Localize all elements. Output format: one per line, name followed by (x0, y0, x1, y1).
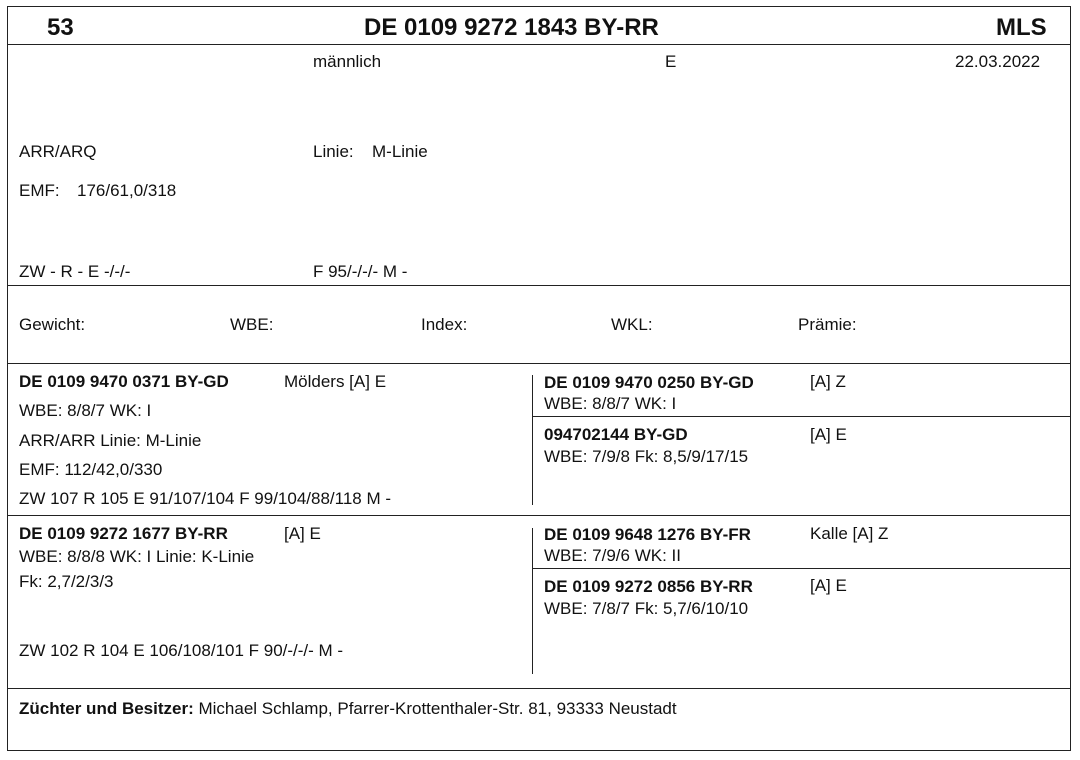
dam-dam-ring: DE 0109 9272 0856 BY-RR (544, 577, 753, 596)
dam-extra: [A] E (284, 524, 321, 543)
sire-sire-extra: [A] Z (810, 372, 846, 391)
breeder-label: Züchter und Besitzer: (19, 699, 194, 718)
dam-grandparents-divider (532, 568, 1071, 569)
breeder-line (19, 699, 677, 719)
catalog-number: 53 (47, 14, 74, 41)
breed-code: MLS (996, 14, 1047, 41)
sire-dam-extra: [A] E (810, 425, 847, 444)
sire-dam-wbe: WBE: 7/9/8 Fk: 8,5/9/17/15 (544, 447, 749, 466)
sire-line: ARR/ARR Linie: M-Linie (19, 431, 202, 450)
breeder-value: Michael Schlamp, Pfarrer-Krottenthaler-Str. 81, 93333 Neustadt (198, 699, 677, 718)
sire-column-divider (532, 375, 533, 505)
gewicht-label: Gewicht: (19, 315, 86, 334)
line-label: Linie: (313, 142, 354, 161)
sire-sire-ring: DE 0109 9470 0250 BY-GD (544, 373, 754, 392)
sire-grandparents-divider (532, 416, 1071, 417)
sire-wbe: WBE: 8/8/7 WK: I (19, 401, 152, 420)
breeder-divider (7, 688, 1071, 689)
dam-wbe: WBE: 8/8/8 WK: I Linie: K-Linie (19, 547, 255, 566)
dam-fk: Fk: 2,7/2/3/3 (19, 572, 114, 591)
dam-zw: ZW 102 R 104 E 106/108/101 F 90/-/-/- M - (19, 641, 344, 660)
sire-zw: ZW 107 R 105 E 91/107/104 F 99/104/88/118 M - (19, 489, 392, 508)
details-divider (7, 285, 1071, 286)
date: 22.03.2022 (955, 52, 1041, 71)
praemie-label: Prämie: (798, 315, 857, 334)
dam-dam-extra: [A] E (810, 576, 847, 595)
grade: E (665, 52, 677, 71)
line-value: M-Linie (372, 142, 428, 161)
sire-emf: EMF: 112/42,0/330 (19, 460, 163, 479)
dam-dam-wbe: WBE: 7/8/7 Fk: 5,7/6/10/10 (544, 599, 749, 618)
metrics-divider (7, 363, 1071, 364)
dam-sire-wbe: WBE: 7/9/6 WK: II (544, 546, 681, 565)
dam-sire-ring: DE 0109 9648 1276 BY-FR (544, 525, 751, 544)
f-values: F 95/-/-/- M - (313, 262, 408, 281)
sire-dam-divider (7, 515, 1071, 516)
sire-dam-ring: 094702144 BY-GD (544, 425, 688, 444)
zw-values: ZW - R - E -/-/- (19, 262, 131, 281)
emf-label: EMF: (19, 181, 60, 200)
sire-sire-wbe: WBE: 8/8/7 WK: I (544, 394, 677, 413)
dam-sire-extra: Kalle [A] Z (810, 524, 889, 543)
sire-extra: Mölders [A] E (284, 372, 387, 391)
genotype: ARR/ARQ (19, 142, 97, 161)
emf-value: 176/61,0/318 (77, 181, 177, 200)
ring-number: DE 0109 9272 1843 BY-RR (364, 14, 659, 41)
index-label: Index: (421, 315, 468, 334)
wkl-label: WKL: (611, 315, 653, 334)
header-divider (7, 44, 1071, 45)
sex: männlich (313, 52, 382, 71)
dam-ring: DE 0109 9272 1677 BY-RR (19, 524, 228, 543)
sire-ring: DE 0109 9470 0371 BY-GD (19, 372, 229, 391)
dam-column-divider (532, 528, 533, 674)
wbe-label: WBE: (230, 315, 274, 334)
